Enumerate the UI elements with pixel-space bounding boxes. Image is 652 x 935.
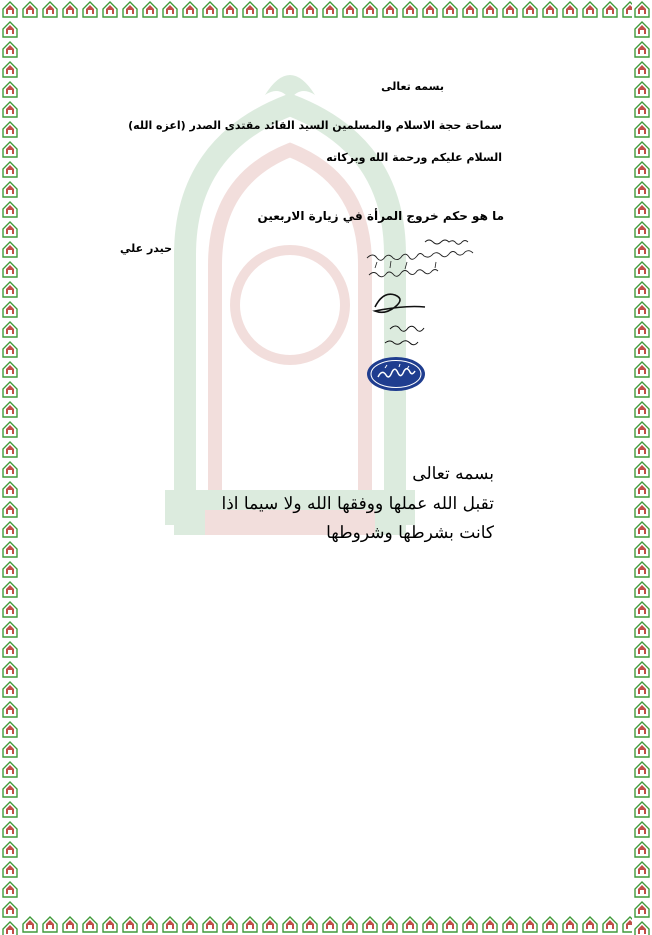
signature — [365, 285, 445, 355]
question-greeting: السلام عليكم ورحمة الله وبركاته — [326, 151, 502, 164]
question-text: ما هو حكم خروج المرأة في زيارة الاربعين — [257, 209, 504, 223]
official-seal — [365, 355, 427, 393]
question-heading: بسمه تعالى — [381, 80, 444, 93]
decorative-border-right — [632, 0, 652, 935]
letter-page — [20, 20, 632, 915]
sender-name: حيدر علي — [120, 242, 173, 255]
decorative-border-top — [0, 0, 652, 20]
answer-line-2: تقبل الله عملها ووفقها الله ولا سيما اذا — [221, 494, 494, 514]
answer-line-1: بسمه تعالى — [412, 464, 494, 484]
decorative-border-bottom — [0, 915, 652, 935]
answer-line-3: كانت بشرطها وشروطها — [326, 523, 494, 543]
question-addressee: سماحة حجة الاسلام والمسلمين السيد القائد مقتدى الصدر (اعزه الله) — [128, 119, 502, 132]
decorative-border-left — [0, 0, 20, 935]
